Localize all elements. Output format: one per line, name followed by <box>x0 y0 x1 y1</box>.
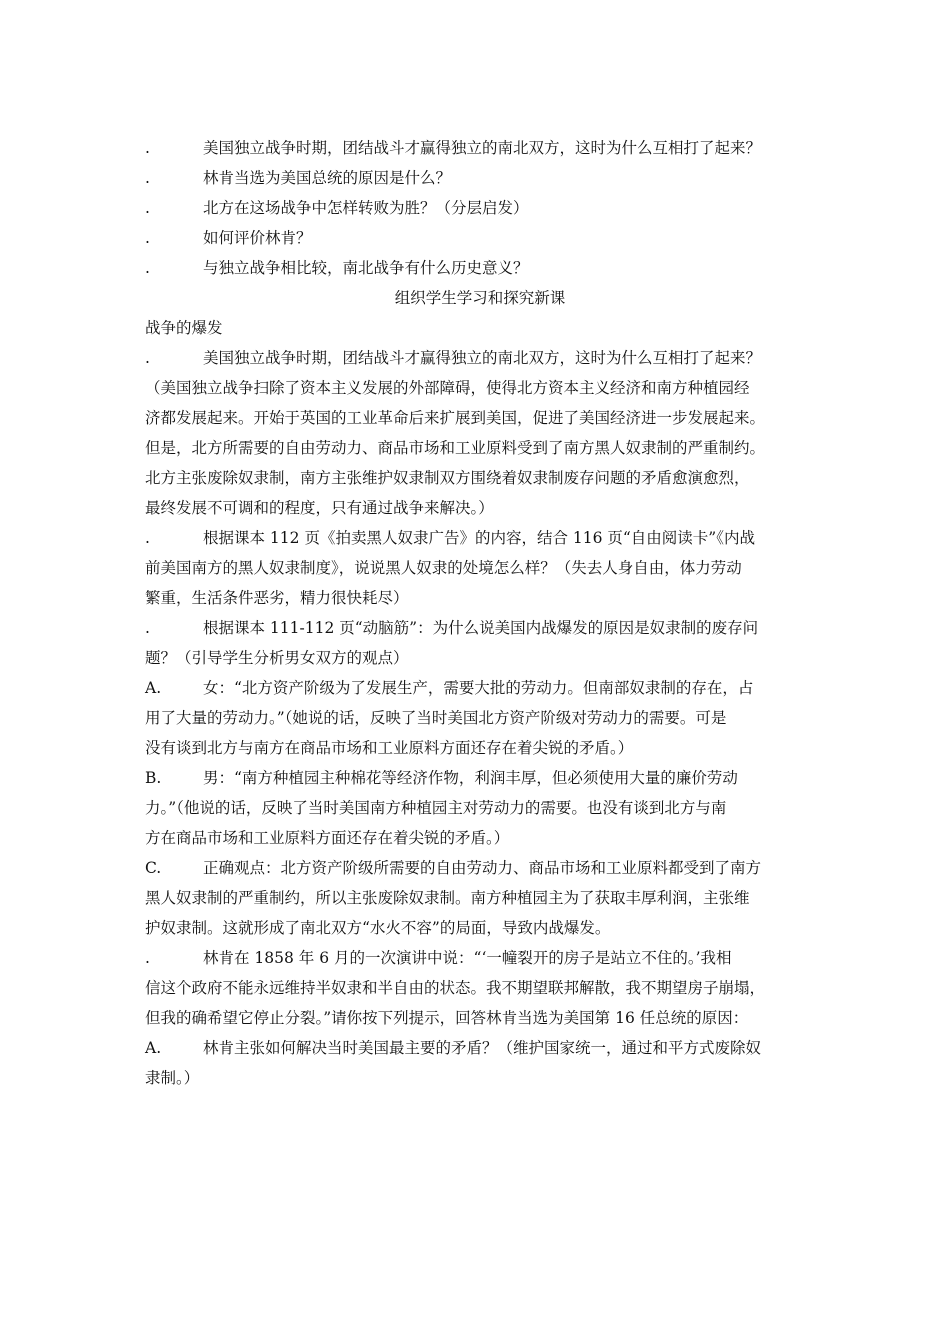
paragraph-line: 信这个政府不能永远维持半奴隶和半自由的状态。我不期望联邦解散，我不期望房子崩塌， <box>145 979 766 997</box>
list-marker: . <box>145 169 150 187</box>
subsection-title: 战争的爆发 <box>145 319 223 337</box>
list-marker: . <box>145 259 150 277</box>
question-list <box>145 133 815 283</box>
paragraph-list <box>145 343 815 1093</box>
paragraph-line: 方在商品市场和工业原料方面还存在着尖锐的矛盾。） <box>145 829 510 847</box>
paragraph-line: 用了大量的劳动力。”（她说的话，反映了当时美国北方资产阶级对劳动力的需要。可是 <box>145 709 727 727</box>
question-item <box>145 163 815 193</box>
paragraph-first-line: 根据课本 112 页《拍卖黑人奴隶广告》的内容，结合 116 页“自由阅读卡”《内战 <box>203 529 755 547</box>
list-marker: . <box>145 349 150 367</box>
list-marker: . <box>145 529 150 547</box>
paragraph-line: 黑人奴隶制的严重制约，所以主张废除奴隶制。南方种植园主为了获取丰厚利润，主张维 <box>145 889 750 907</box>
paragraph-first-line: 女：“北方资产阶级为了发展生产，需要大批的劳动力。但南部奴隶制的存在，占 <box>203 679 754 697</box>
question-text: 与独立战争相比较，南北战争有什么历史意义？ <box>203 259 529 277</box>
paragraph <box>145 343 815 523</box>
paragraph-first-line: 根据课本 111-112 页“动脑筋”：为什么说美国内战爆发的原因是奴隶制的废存问 <box>203 619 759 637</box>
paragraph <box>145 613 815 673</box>
paragraph-line: 题？（引导学生分析男女双方的观点） <box>145 649 409 667</box>
question-item <box>145 193 815 223</box>
list-marker: A. <box>145 1039 162 1057</box>
paragraph-line: 隶制。） <box>145 1069 200 1087</box>
paragraph-line: 北方主张废除奴隶制，南方主张维护奴隶制双方围绕着奴隶制废存问题的矛盾愈演愈烈， <box>145 469 750 487</box>
question-item <box>145 253 815 283</box>
question-text: 林肯当选为美国总统的原因是什么？ <box>203 169 452 187</box>
question-item <box>145 223 815 253</box>
question-item <box>145 133 815 163</box>
paragraph-first-line: 男：“南方种植园主种棉花等经济作物，利润丰厚，但必须使用大量的廉价劳动 <box>203 769 738 787</box>
paragraph <box>145 853 815 943</box>
list-marker: C. <box>145 859 162 877</box>
paragraph-line: 力。”（他说的话，反映了当时美国南方种植园主对劳动力的需要。也没有谈到北方与南 <box>145 799 727 817</box>
paragraph-line: 但我的确希望它停止分裂。”请你按下列提示，回答林肯当选为美国第 16 任总统的原因： <box>145 1009 749 1027</box>
paragraph <box>145 523 815 613</box>
paragraph <box>145 1033 815 1093</box>
paragraph-first-line: 林肯主张如何解决当时美国最主要的矛盾？（维护国家统一，通过和平方式废除奴 <box>203 1039 762 1057</box>
list-marker: . <box>145 139 150 157</box>
paragraph-line: 繁重，生活条件恶劣，精力很快耗尽） <box>145 589 409 607</box>
paragraph-first-line: 美国独立战争时期，团结战斗才赢得独立的南北双方，这时为什么互相打了起来？ <box>203 349 762 367</box>
paragraph-line: 前美国南方的黑人奴隶制度》，说说黑人奴隶的处境怎么样？（失去人身自由，体力劳动 <box>145 559 742 577</box>
list-marker: . <box>145 949 150 967</box>
question-text: 北方在这场战争中怎样转败为胜？（分层启发） <box>203 199 529 217</box>
document-body <box>145 133 815 1093</box>
list-marker: . <box>145 199 150 217</box>
paragraph-line: 护奴隶制。这就形成了南北双方“水火不容”的局面，导致内战爆发。 <box>145 919 611 937</box>
list-marker: . <box>145 619 150 637</box>
paragraph-first-line: 正确观点：北方资产阶级所需要的自由劳动力、商品市场和工业原料都受到了南方 <box>203 859 762 877</box>
question-text: 如何评价林肯？ <box>203 229 312 247</box>
section-title: 组织学生学习和探究新课 <box>394 289 566 307</box>
paragraph <box>145 763 815 853</box>
question-text: 美国独立战争时期，团结战斗才赢得独立的南北双方，这时为什么互相打了起来？ <box>203 139 762 157</box>
paragraph-line: 但是，北方所需要的自由劳动力、商品市场和工业原料受到了南方黑人奴隶制的严重制约。 <box>145 439 766 457</box>
list-marker: A. <box>145 679 162 697</box>
list-marker: B. <box>145 769 162 787</box>
paragraph-first-line: 林肯在 1858 年 6 月的一次演讲中说：“‘一幢裂开的房子是站立不住的。’我相 <box>203 949 732 967</box>
paragraph-line: 最终发展不可调和的程度，只有通过战争来解决。） <box>145 499 494 517</box>
paragraph <box>145 673 815 763</box>
paragraph-line: 没有谈到北方与南方在商品市场和工业原料方面还存在着尖锐的矛盾。） <box>145 739 634 757</box>
paragraph-line: （美国独立战争扫除了资本主义发展的外部障碍，使得北方资本主义经济和南方种植园经 <box>145 379 750 397</box>
paragraph <box>145 943 815 1033</box>
paragraph-line: 济都发展起来。开始于英国的工业革命后来扩展到美国，促进了美国经济进一步发展起来。 <box>145 409 766 427</box>
list-marker: . <box>145 229 150 247</box>
